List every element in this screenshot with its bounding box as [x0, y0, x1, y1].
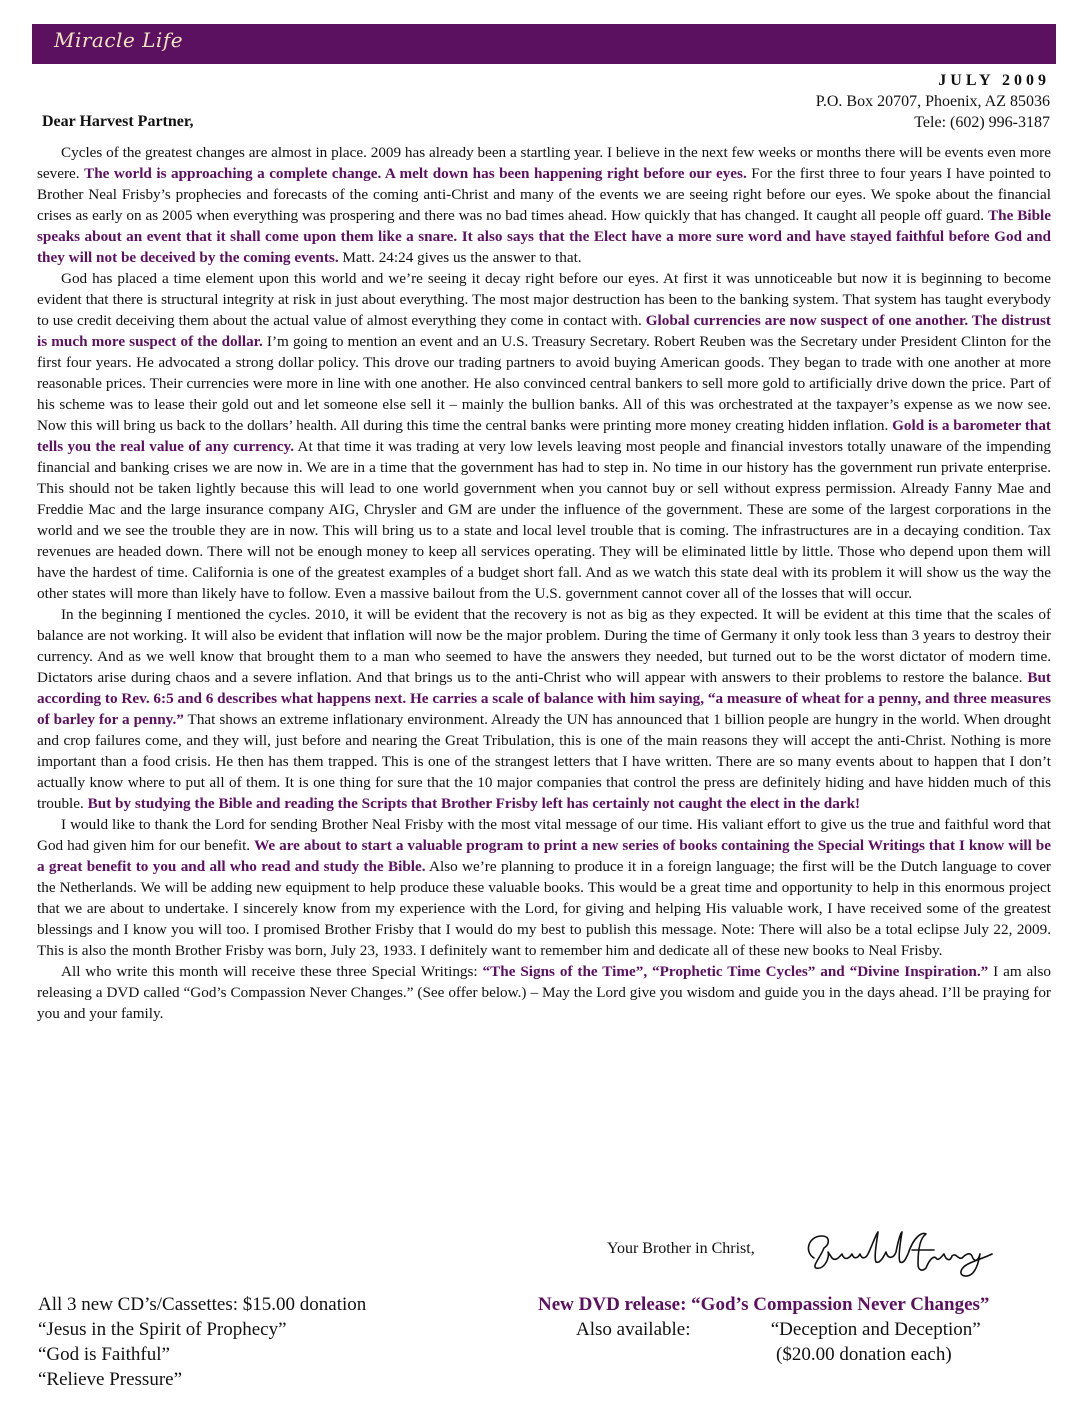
highlighted-text: We are about to start a valuable program to print a new series of books containing the Special Writings that I know will be a great benefit to you and all who read and study the Bible.: [37, 837, 1051, 875]
paragraph: [37, 814, 1051, 961]
body-text: Cycles of the greatest changes are almost in place. 2009 has already been a startling year. I believe in the next few weeks or months there will be events even more severe.: [37, 144, 1051, 182]
cd-title: “God is Faithful”: [38, 1344, 170, 1365]
cd-offer-price: All 3 new CD’s/Cassettes: $15.00 donation: [38, 1294, 367, 1315]
closing-line: Your Brother in Christ,: [607, 1240, 755, 1257]
letter-date: JULY 2009: [938, 72, 1050, 89]
highlighted-text: The Bible speaks about an event that it shall come upon them like a snare. It also says that the Elect have a more sure word and have stayed faithful before God and they will not be deceived by the coming events.: [37, 207, 1051, 266]
highlighted-text: But according to Rev. 6:5 and 6 describes what happens next. He carries a scale of balance with him saying, “a measure of wheat for a penny, and three measures of barley for a penny.”: [37, 669, 1051, 728]
body-text: For the first three to four years I have pointed to Brother Neal Frisby’s prophecies and forecasts of the coming anti-Christ and many of the events we are seeing right before our eyes. We spoke about the financial crises as early on as 2005 when everything was prospering and there was no bad times ahead. How quickly that has changed. It caught all people off guard.: [37, 165, 1051, 224]
body-text: Matt. 24:24 gives us the answer to that.: [338, 249, 582, 266]
phone-number: Tele: (602) 996-3187: [914, 114, 1050, 131]
body-text: At that time it was trading at very low levels leaving most people and financial investors totally unaware of the impending financial and banking crises we are now in. We are in a time that the government has had to step in. No time in our history has the government run private enterprise. This should not be taken lightly because this will lead to one world government when you cannot buy or sell without express permission. Already Fanny Mae and Freddie Mac and the large insurance company AIG, Chrysler and GM are under the influence of the government. These are some of the largest corporations in the world and we see the trouble they are in now. This will bring us to a state and local level trouble that is coming. The infrastructures are in a decaying condition. Tax revenues are headed down. There will not be enough money to keep all services operating. They will be eliminated little by little. Those who depend upon them will have the hardest of time. California is one of the greatest examples of a budget short fall. And as we watch this state deal with its problem it will show us the way the other states will more than likely have to follow. Even a massive bailout from the U.S. government cannot cover all of the losses that will occur.: [37, 438, 1051, 602]
signature-image: [802, 1228, 997, 1283]
also-available-title: “Deception and Deception”: [770, 1319, 981, 1340]
dvd-price: ($20.00 donation each): [776, 1344, 952, 1365]
body-text: I am also releasing a DVD called “God’s Compassion Never Changes.” (See offer below.) – May the Lord give you wisdom and guide you in the days ahead. I’ll be praying for you and your family.: [37, 963, 1052, 1022]
highlighted-text: The world is approaching a complete change. A melt down has been happening right before our eyes.: [84, 165, 747, 182]
letter-header: [816, 70, 1050, 133]
body-text: God has placed a time element upon this world and we’re seeing it decay right before our eyes. At first it was unnoticeable but now it is beginning to become evident that there is structural integrity at risk in just about everything. The most major destruction has been to the banking system. That system has taught everybody to use credit deceiving them about the actual value of almost everything they come in contact with.: [37, 270, 1051, 329]
cd-title: “Relieve Pressure”: [38, 1369, 183, 1390]
highlighted-text: Gold is a barometer that tells you the real value of any currency.: [37, 417, 1051, 455]
dvd-release-title: New DVD release: “God’s Compassion Never Changes”: [538, 1294, 990, 1315]
masthead-banner: [32, 24, 1056, 64]
mailing-address: P.O. Box 20707, Phoenix, AZ 85036: [815, 93, 1050, 110]
body-text: Also we’re planning to produce it in a foreign language; the first will be the Dutch language to cover the Netherlands. We will be adding new equipment to help produce these valuable books. This would be a great time and opportunity to help in this enormous project that we are about to undertake. I sincerely know from my experience with the Lord, for giving and helping His valuable work, I have received some of the greatest blessings and I know you will too. I promised Brother Frisby that I would do my best to publish this message. Note: There will also be a total eclipse July 22, 2009. This is also the month Brother Frisby was born, July 23, 1933. I definitely want to remember him and dedicate all of these new books to Neal Frisby.: [37, 858, 1051, 959]
body-text: All who write this month will receive these three Special Writings:: [61, 963, 483, 980]
body-text: I’m going to mention an event and an U.S. Treasury Secretary. Robert Reuben was the Secretary under President Clinton for the first four years. He advocated a strong dollar policy. This drove our trading partners to avoid buying American goods. They began to trade with one another at more reasonable prices. Their currencies were more in line with one another. He also convinced central bankers to sell more gold to artificially drive down the price. Part of his scheme was to lease their gold out and let someone else sell it – mainly the bullion banks. All of this was orchestrated at the taxpayer’s expense as we now see. Now this will bring us back to the dollars’ health. All during this time the central banks were printing more money creating hidden inflation.: [37, 333, 1051, 434]
also-available-label: Also available:: [576, 1319, 691, 1340]
paragraph: [37, 604, 1051, 814]
highlighted-text: But by studying the Bible and reading the Scripts that Brother Frisby left has certainly not caught the elect in the dark!: [87, 795, 861, 812]
paragraph: [37, 268, 1051, 604]
body-text: That shows an extreme inflationary environment. Already the UN has announced that 1 billion people are hungry in the world. When drought and crop failures come, and they will, just before and nearing the Great Tribulation, this is one of the main reasons they will accept the anti-Christ. Nothing is more important than a food crisis. He then has them trapped. This is one of the strangest letters that I have written. There are so many events about to happen that I don’t actually know where to put all of them. It is one thing for sure that the 10 major companies that control the press are definitely hiding and have hidden much of this trouble.: [37, 711, 1052, 812]
paragraph: [37, 142, 1051, 268]
dvd-offer: [538, 1292, 1058, 1367]
salutation: Dear Harvest Partner,: [42, 113, 194, 130]
letter-body: [37, 142, 1051, 1024]
cd-title: “Jesus in the Spirit of Prophecy”: [38, 1319, 287, 1340]
body-text: In the beginning I mentioned the cycles. 2010, it will be evident that the recovery is not as big as they expected. It will be evident at this time that the scales of balance are not working. It will also be evident that inflation will now be the major problem. During the time of Germany it only took less than 3 years to destroy their currency. And as we well know that brought them to a man who seemed to have the answers they needed, but turned out to be the worst dictator of modern time. Dictators arise during chaos and a severe inflation. And that brings us to the anti-Christ who will appear with answers to their problems to restore the balance.: [37, 606, 1051, 686]
highlighted-text: Global currencies are now suspect of one another. The distrust is much more suspect of the dollar.: [37, 312, 1051, 350]
body-text: I would like to thank the Lord for sending Brother Neal Frisby with the most vital message of our time. His valiant effort to give us the true and faithful word that God had given him for our benefit.: [37, 816, 1051, 854]
highlighted-text: “The Signs of the Time”, “Prophetic Time Cycles” and “Divine Inspiration.”: [482, 963, 989, 980]
also-available-row: [538, 1317, 1058, 1342]
cd-offer: [38, 1292, 366, 1392]
newsletter-title: Miracle Life: [54, 28, 184, 52]
paragraph: [37, 961, 1051, 1024]
